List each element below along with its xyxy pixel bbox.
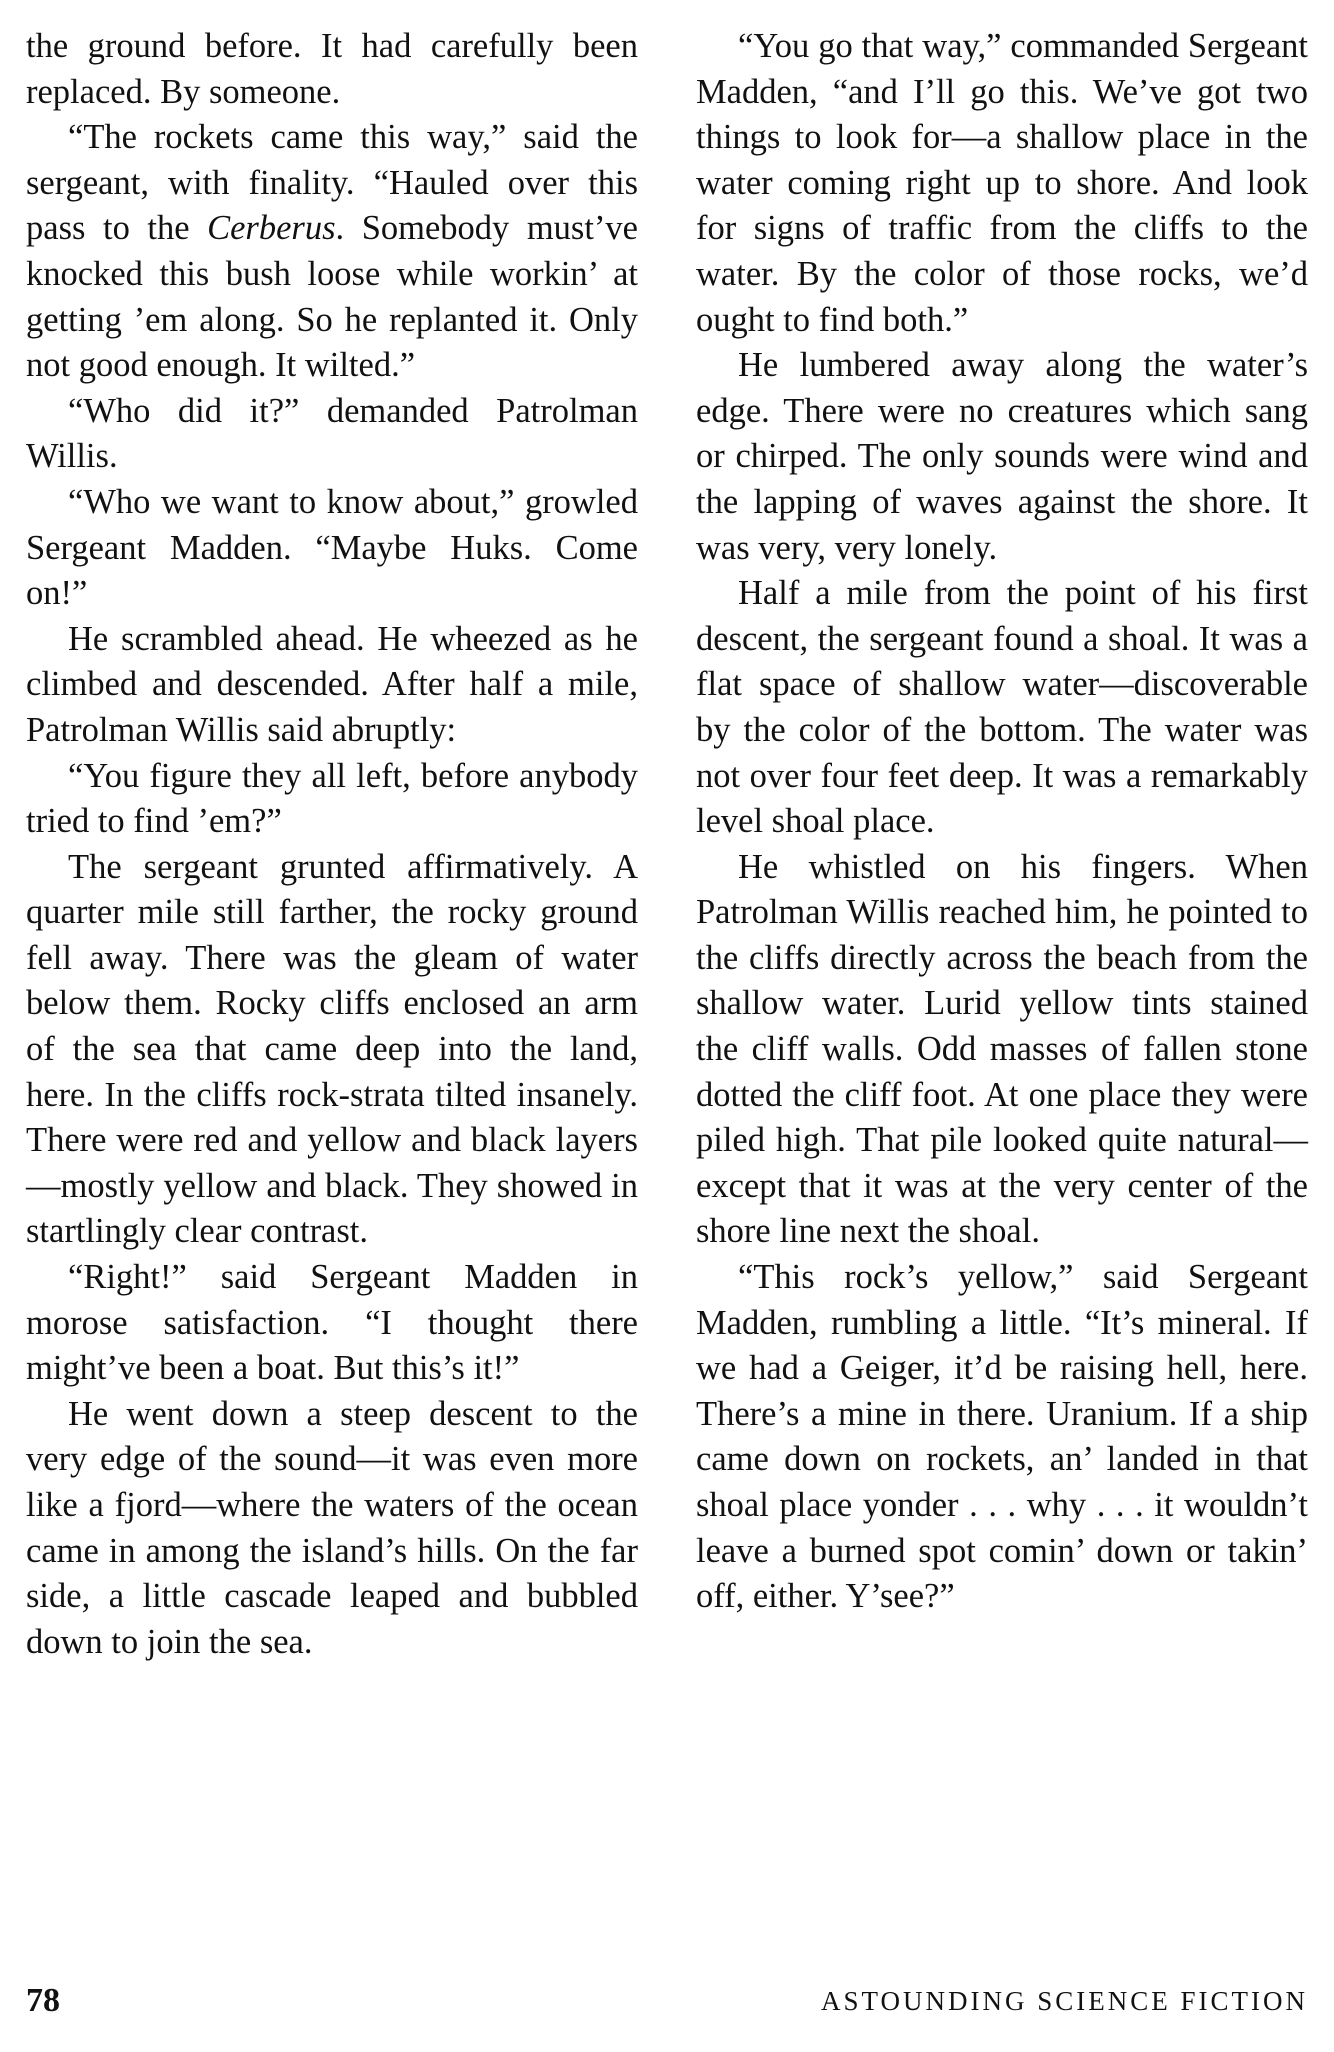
paragraph: Half a mile from the point of his first descent, the sergeant found a shoal. It was a flat space of shallow water—discoverable by the color of the bottom. The water was not over four feet deep. It was a remarkably level shoal place. [696,574,1308,841]
right-column [696,24,1308,1620]
paragraph: “Who we want to know about,” growled Sergeant Madden. “Maybe Huks. Come on!” [26,482,638,613]
paragraph: “You figure they all left, before anybody tried to find ’em?” [26,756,638,841]
ship-name: Cerberus [207,209,336,248]
paragraph: He went down a steep descent to the very edge of the sound—it was even more like a fjord—where the waters of the ocean came in among the island’s hills. On the far side, a little cascade leaped and bubbled down to join the sea. [26,1394,638,1661]
paragraph: “Who did it?” demanded Patrolman Willis. [26,391,638,476]
paragraph: He lumbered away along the water’s edge. There were no creatures which sang or chirped. The only sounds were wind and the lapping of waves against the shore. It was very, very lonely. [696,346,1308,567]
page-footer [26,1982,1308,2022]
paragraph: “This rock’s yellow,” said Sergeant Madden, rumbling a little. “It’s mineral. If we had a Geiger, it’d be raising hell, here. There’s a mine in there. Uranium. If a ship came down on rockets, an’ landed in that shoal place yonder . . . why . . . it wouldn’t leave a burned spot comin’ down or takin’ off, either. Y’see?” [696,1258,1308,1616]
left-column [26,24,638,1665]
paragraph: the ground before. It had carefully been replaced. By someone. [26,27,638,111]
article-body [26,24,1308,1924]
page-number: 78 [26,1982,60,2019]
paragraph: “The rockets came this way,” said the sergeant, with finality. “Hauled over this pass to the Cerberus. Somebody must’ve knocked this bush loose while workin’ at getting ’em along. So he replanted it. Only not good enough. It wilted.” [26,118,638,385]
paragraph: He whistled on his fingers. When Patrolman Willis reached him, he pointed to the cliffs directly across the beach from the shallow water. Lurid yellow tints stained the cliff walls. Odd masses of fallen stone dotted the cliff foot. At one place they were piled high. That pile looked quite natural—except that it was at the very center of the shore line next the shoal. [696,847,1308,1251]
paragraph: He scrambled ahead. He wheezed as he climbed and descended. After half a mile, Patrolman Willis said abruptly: [26,619,638,749]
paragraph: The sergeant grunted affirmatively. A quarter mile still farther, the rocky ground fell away. There was the gleam of water below them. Rocky cliffs enclosed an arm of the sea that came deep into the land, here. In the cliffs rock-strata tilted insanely. There were red and yellow and black layers—mostly yellow and black. They showed in startlingly clear contrast. [26,847,638,1251]
paragraph: “You go that way,” commanded Sergeant Madden, “and I’ll go this. We’ve got two things to look for—a shallow place in the water coming right up to shore. And look for signs of traffic from the cliffs to the water. By the color of those rocks, we’d ought to find both.” [696,27,1308,339]
running-title: ASTOUNDING SCIENCE FICTION [820,1986,1308,2016]
paragraph: “Right!” said Sergeant Madden in morose satisfaction. “I thought there might’ve been a boat. But this’s it!” [26,1258,638,1388]
